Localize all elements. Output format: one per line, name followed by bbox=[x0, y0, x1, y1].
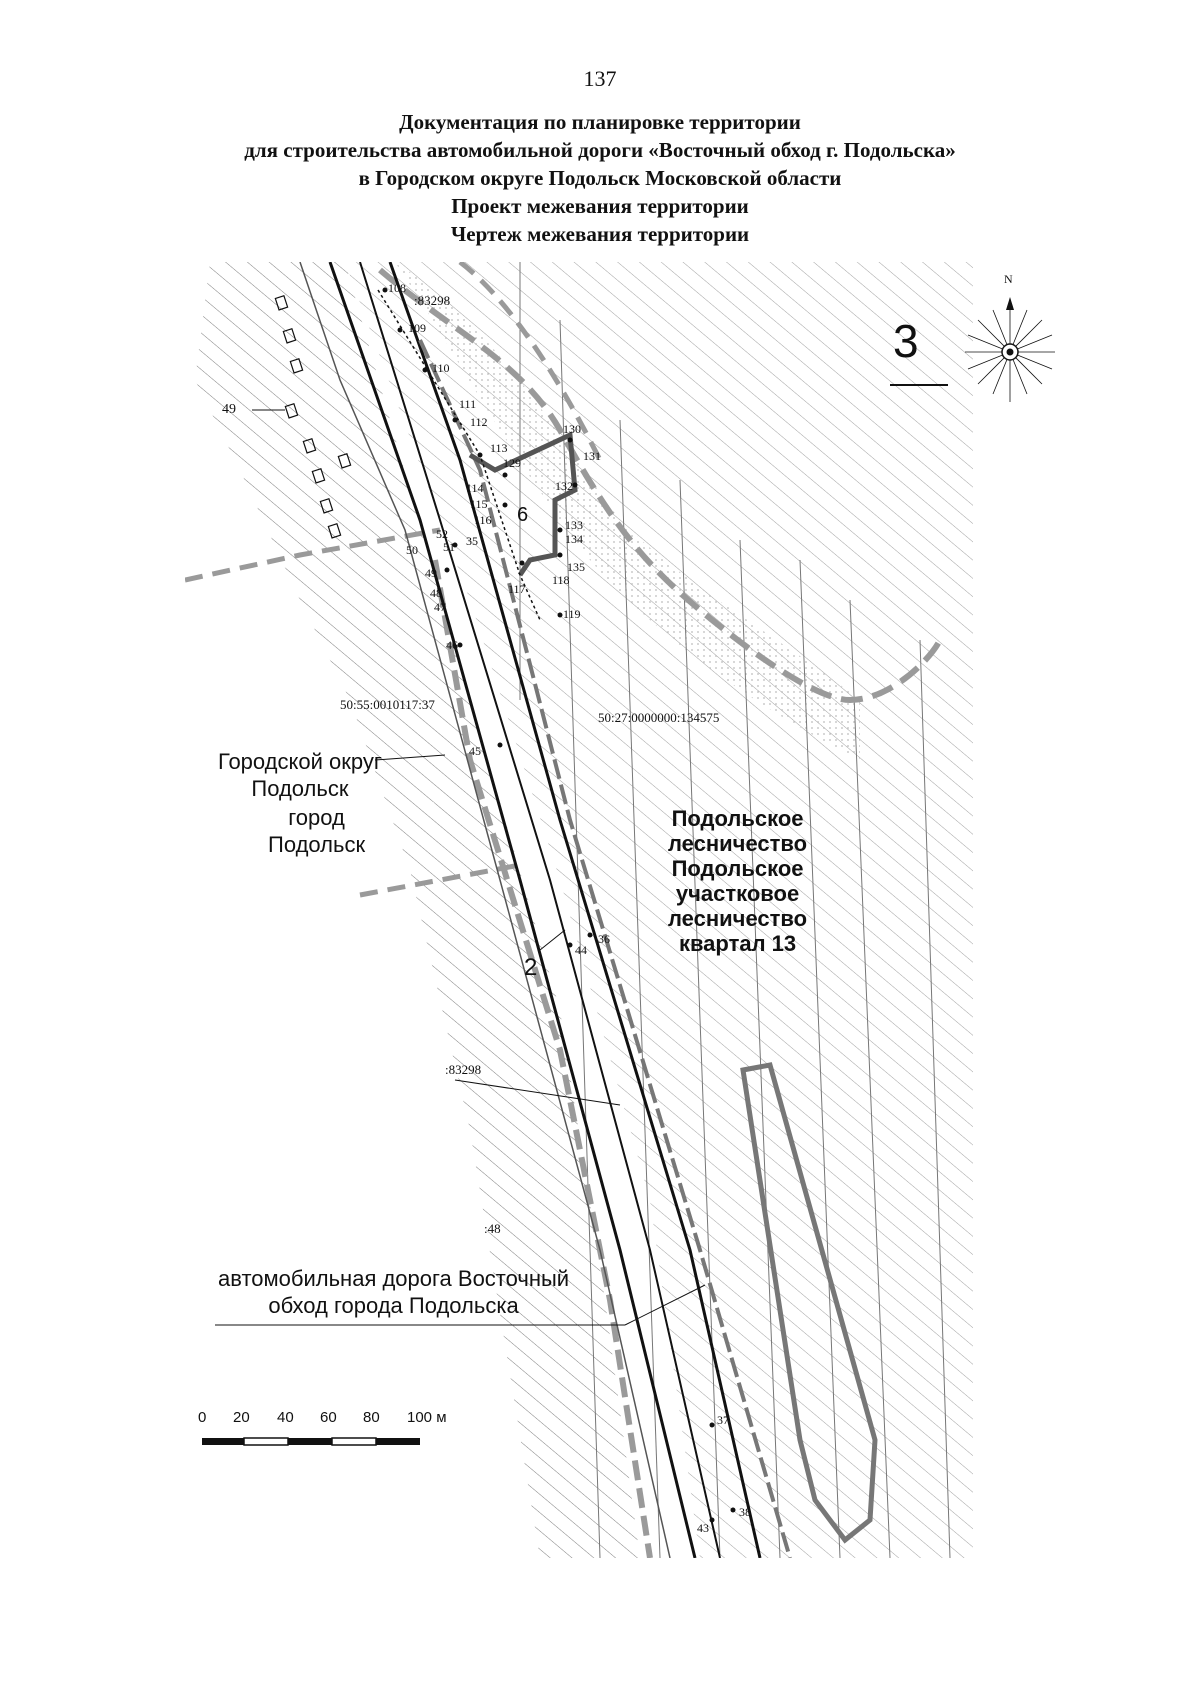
point-label: 133 bbox=[565, 518, 583, 532]
point-label: 51 bbox=[443, 540, 455, 554]
title-line-3: в Городском округе Подольск Московской области bbox=[358, 166, 842, 190]
cadastral-label: :83298 bbox=[445, 1062, 482, 1077]
point-label: 113 bbox=[490, 441, 508, 455]
point-label: 134 bbox=[565, 532, 583, 546]
title-line-5: Чертеж межевания территории bbox=[450, 222, 750, 246]
point-label: 50 bbox=[406, 543, 418, 557]
point-label: 35 bbox=[466, 534, 478, 548]
scale-tick-label: 40 bbox=[277, 1409, 294, 1426]
point-label: 131 bbox=[583, 449, 601, 463]
point-label: 45 bbox=[469, 744, 481, 758]
parcel-label-2: 2 bbox=[524, 954, 538, 981]
sheet-number-underline bbox=[890, 384, 948, 386]
point-label: 115 bbox=[470, 497, 488, 511]
point-label: 114 bbox=[466, 481, 484, 495]
sheet-number: 3 bbox=[893, 315, 919, 367]
compass-north-label: N bbox=[1004, 272, 1013, 286]
point-label: 117 bbox=[508, 582, 526, 596]
scale-tick-label: 80 bbox=[363, 1409, 380, 1426]
title-line-4: Проект межевания территории bbox=[451, 194, 749, 218]
forestry-label: Подольское лесничество Подольское участковое лесничество квартал 13 bbox=[668, 806, 808, 956]
point-label: 48 bbox=[430, 586, 442, 600]
scale-tick-label: 100 м bbox=[407, 1409, 447, 1426]
point-label: 49 bbox=[425, 566, 437, 580]
scale-tick-label: 60 bbox=[320, 1409, 337, 1426]
page-number: 137 bbox=[583, 66, 617, 91]
point-label: 129 bbox=[503, 456, 521, 470]
point-label: 119 bbox=[563, 607, 581, 621]
point-label: 109 bbox=[408, 321, 426, 335]
point-label: 130 bbox=[563, 422, 581, 436]
point-label: 52 bbox=[436, 527, 448, 541]
point-label: 132 bbox=[555, 479, 573, 493]
compass-rose-icon bbox=[965, 297, 1055, 402]
map-drawing bbox=[185, 262, 973, 1558]
title-line-1: Документация по планировке территории bbox=[399, 110, 801, 134]
point-label: 37 bbox=[717, 1413, 729, 1427]
cadastral-label: :83298 bbox=[414, 293, 451, 308]
cadastral-label: 50:55:0010117:37 bbox=[340, 697, 435, 712]
point-label: 118 bbox=[552, 573, 570, 587]
point-label: 44 bbox=[575, 943, 587, 957]
point-label: 112 bbox=[470, 415, 488, 429]
scale-tick-label: 20 bbox=[233, 1409, 250, 1426]
cadastral-label: 50:27:0000000:134575 bbox=[598, 710, 720, 725]
point-label: 116 bbox=[474, 513, 492, 527]
point-label: 135 bbox=[567, 560, 585, 574]
city-label: город Подольск bbox=[268, 805, 366, 857]
scale-tick-label: 0 bbox=[198, 1409, 207, 1426]
district-label: Городской округ Подольск bbox=[218, 749, 382, 801]
scale-bar bbox=[200, 1436, 430, 1448]
point-label: 43 bbox=[697, 1521, 709, 1535]
point-label: 108 bbox=[388, 281, 406, 295]
point-label: 46 bbox=[446, 638, 458, 652]
point-label: 47 bbox=[434, 600, 446, 614]
parcel-label-49: 49 bbox=[222, 402, 236, 417]
parcel-label-6: 6 bbox=[517, 504, 529, 526]
road-label: автомобильная дорога Восточный обход города Подольска bbox=[218, 1266, 570, 1318]
point-label: 38 bbox=[739, 1505, 751, 1519]
point-label: 110 bbox=[432, 361, 450, 375]
point-label: 111 bbox=[459, 397, 477, 411]
cadastral-label: :48 bbox=[484, 1221, 501, 1236]
point-label: 36 bbox=[598, 932, 610, 946]
title-line-2: для строительства автомобильной дороги «Восточный обход г. Подольска» bbox=[244, 138, 956, 162]
